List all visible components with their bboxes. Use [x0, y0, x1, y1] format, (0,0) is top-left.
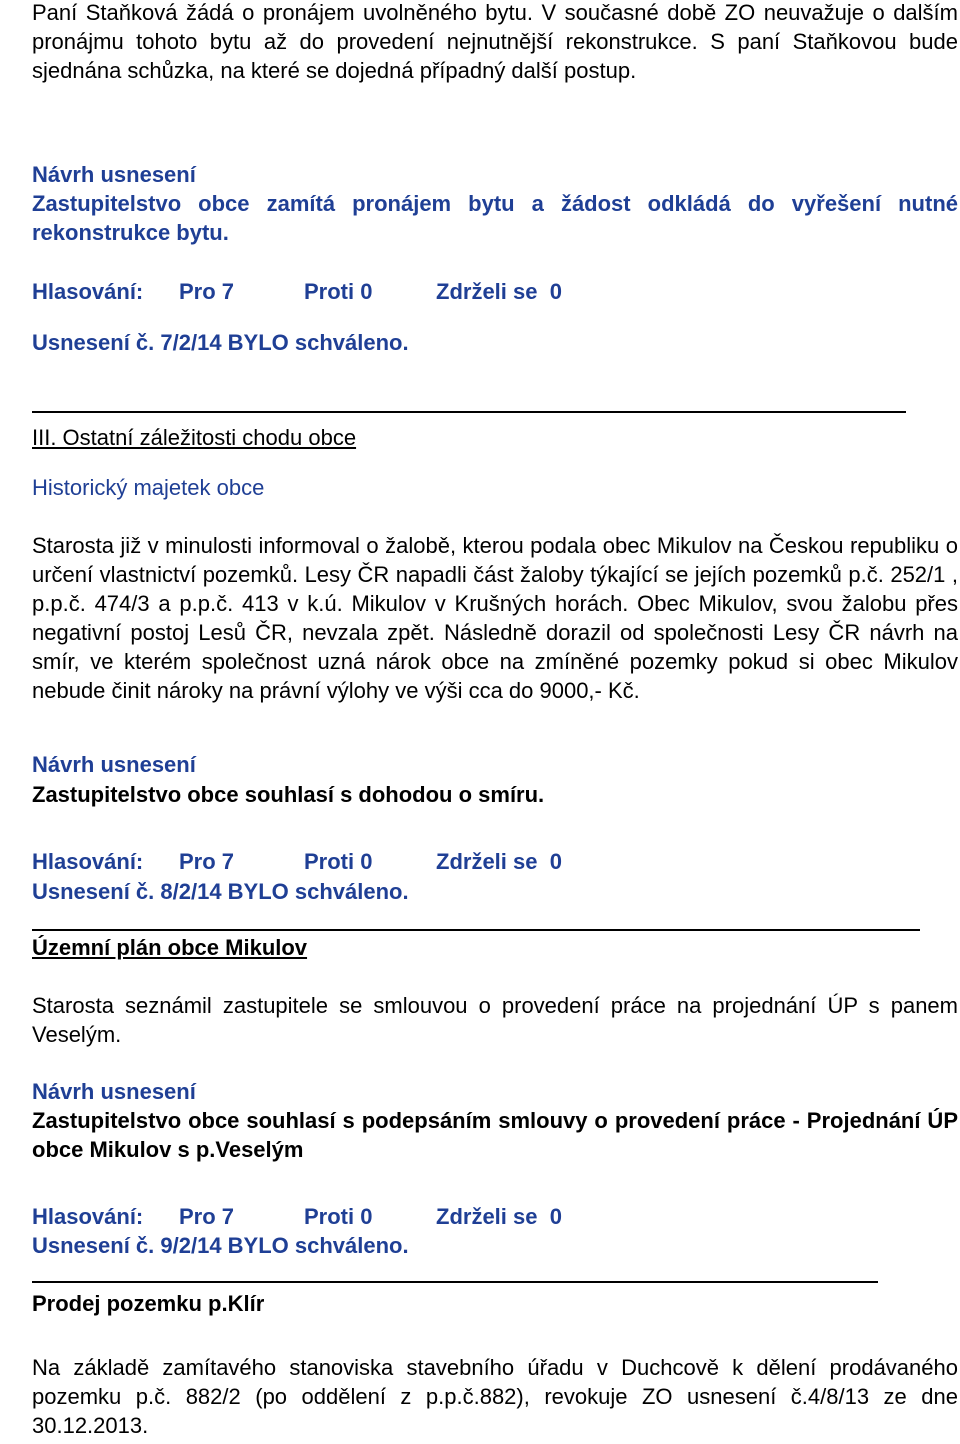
vote-label: Hlasování: [32, 849, 144, 874]
divider-line [32, 929, 920, 931]
vote-against: Proti 0 [304, 1204, 373, 1229]
topic-body-sale: Na základě zamítavého stanoviska stavebního úřadu v Duchcově k dělení prodávaného pozemku p.č. 882/2 (po oddělení z p.p.č.882), revokuje ZO usnesení č.4/8/13 ze dne 30.12.2013. [32, 1355, 958, 1438]
proposal-heading-1: Návrh usnesení [32, 162, 196, 187]
proposal-heading-3: Návrh usnesení [32, 1079, 196, 1104]
intro-paragraph: Paní Staňková žádá o pronájem uvolněného bytu. V současné době ZO neuvažuje o dalším pronájmu tohoto bytu až do provedení nejnutnější rekonstrukce. S paní Staňkovou bude sjednána schůzka, na které se dojedná případný další postup. [32, 0, 958, 83]
topic-title-plan: Územní plán obce Mikulov [32, 935, 308, 960]
topic-title-historic: Historický majetek obce [32, 475, 265, 500]
proposal-heading-2: Návrh usnesení [32, 752, 196, 777]
vote-for: Pro 7 [179, 279, 235, 304]
vote-against: Proti 0 [304, 279, 373, 304]
vote-against: Proti 0 [304, 849, 373, 874]
resolution-result-2: Usnesení č. 8/2/14 BYLO schváleno. [32, 879, 409, 904]
topic-body-plan: Starosta seznámil zastupitele se smlouvou o provedení práce na projednání ÚP s panem Veselým. [32, 993, 958, 1047]
vote-abstain: Zdrželi se 0 [436, 1204, 562, 1229]
topic-title-sale: Prodej pozemku p.Klír [32, 1291, 265, 1316]
vote-abstain: Zdrželi se 0 [436, 279, 562, 304]
vote-label: Hlasování: [32, 279, 144, 304]
section-heading: III. Ostatní záležitosti chodu obce [32, 425, 357, 450]
vote-label: Hlasování: [32, 1204, 144, 1229]
proposal-text-2: Zastupitelstvo obce souhlasí s dohodou o smíru. [32, 782, 545, 807]
divider-line [32, 411, 906, 413]
vote-for: Pro 7 [179, 1204, 235, 1229]
topic-body-historic: Starosta již v minulosti informoval o žalobě, kterou podala obec Mikulov na Českou republiku o určení vlastnictví pozemků. Lesy ČR napadli část žaloby týkající se jejích pozemků p.č. 252/1 , p.p.č. 474/3 a p.p.č. 413 v k.ú. Mikulov v Krušných horách. Obec Mikulov, svou žalobu přes negativní postoj Lesů ČR, nevzala zpět. Následně dorazil od společnosti Lesy ČR návrh na smír, ve kterém společnost uzná nárok obce na zmíněné pozemky pokud si obec Mikulov nebude činit nároky na právní výlohy ve výši cca do 9000,- Kč. [32, 533, 958, 703]
resolution-result-1: Usnesení č. 7/2/14 BYLO schváleno. [32, 330, 409, 355]
vote-for: Pro 7 [179, 849, 235, 874]
proposal-text-3: Zastupitelstvo obce souhlasí s podepsáním smlouvy o provedení práce - Projednání ÚP obce Mikulov s p.Veselým [32, 1108, 958, 1162]
vote-abstain: Zdrželi se 0 [436, 849, 562, 874]
proposal-text-1: Zastupitelstvo obce zamítá pronájem bytu a žádost odkládá do vyřešení nutné rekonstrukce bytu. [32, 191, 958, 245]
resolution-result-3: Usnesení č. 9/2/14 BYLO schváleno. [32, 1233, 409, 1258]
divider-line [32, 1281, 878, 1283]
